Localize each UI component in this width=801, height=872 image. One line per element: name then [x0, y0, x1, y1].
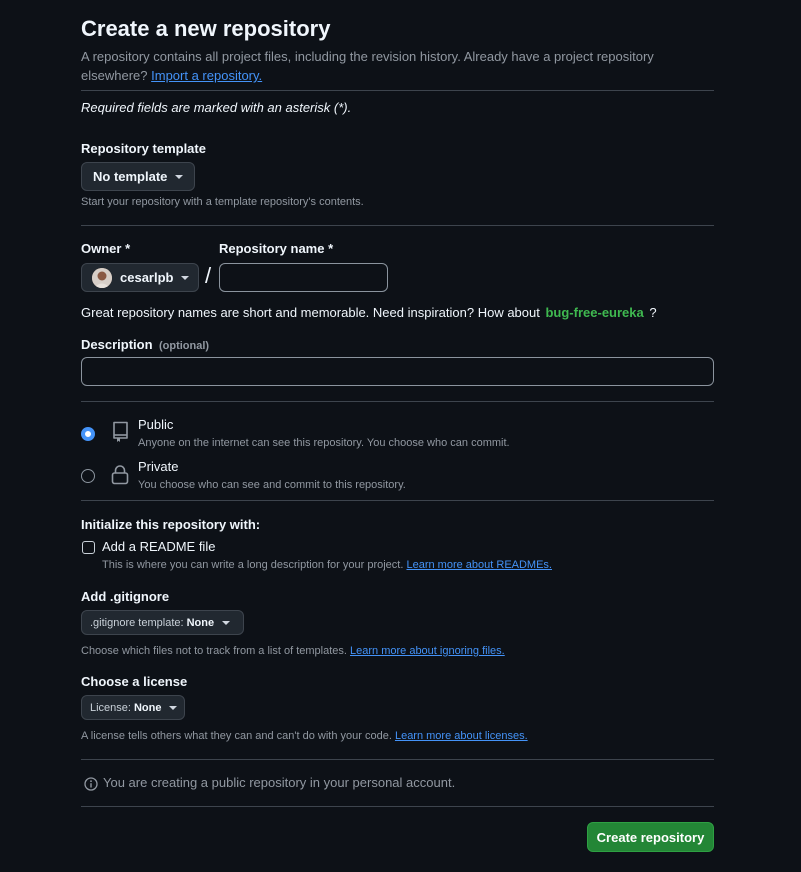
- page-description-line1: A repository contains all project files, including the revision history. Already have a project repository: [81, 49, 654, 64]
- description-label: Description: [81, 337, 153, 352]
- gitignore-dropdown-prefix: .gitignore template:: [90, 616, 184, 629]
- private-title: Private: [138, 459, 179, 474]
- template-dropdown-label: No template: [93, 169, 168, 184]
- owner-dropdown[interactable]: [81, 263, 199, 292]
- page-description-line2: [81, 66, 721, 85]
- owner-label: Owner *: [81, 241, 131, 256]
- avatar: [92, 268, 112, 288]
- template-label: Repository template: [81, 141, 206, 156]
- license-help-row: [81, 730, 528, 742]
- license-dropdown[interactable]: [81, 695, 185, 720]
- public-desc: Anyone on the internet can see this repository. You choose who can commit.: [138, 437, 510, 449]
- private-desc: You choose who can see and commit to this repository.: [138, 479, 406, 491]
- readme-label[interactable]: Add a README file: [102, 539, 216, 554]
- readme-desc-row: [102, 559, 552, 571]
- suggested-name[interactable]: bug-free-eureka: [545, 305, 644, 320]
- suggestion-text: Great repository names are short and memorable. Need inspiration? How about: [81, 305, 540, 320]
- suggestion-suffix: ?: [649, 305, 657, 320]
- gitignore-help-row: [81, 645, 505, 657]
- license-heading: Choose a license: [81, 674, 188, 689]
- divider: [81, 500, 714, 501]
- page-description-prefix: elsewhere?: [81, 68, 148, 83]
- divider: [81, 401, 714, 402]
- name-suggestion: [81, 305, 657, 320]
- divider: [81, 759, 714, 760]
- public-radio[interactable]: [81, 427, 95, 441]
- chevron-down-icon: [181, 276, 189, 280]
- license-help: A license tells others what they can and can't do with your code.: [81, 730, 392, 742]
- optional-badge: (optional): [158, 340, 210, 352]
- gitignore-dropdown[interactable]: [81, 610, 244, 635]
- chevron-down-icon: [175, 175, 183, 179]
- divider: [81, 806, 714, 807]
- avatar-icon: [92, 268, 112, 288]
- learn-licenses-link[interactable]: Learn more about licenses.: [394, 730, 528, 742]
- divider: [81, 225, 714, 226]
- learn-ignoring-link[interactable]: Learn more about ignoring files.: [350, 645, 505, 657]
- owner-name: cesarlpb: [120, 270, 174, 285]
- readme-checkbox[interactable]: [82, 541, 95, 554]
- chevron-down-icon: [169, 706, 177, 710]
- gitignore-dropdown-value: None: [186, 616, 215, 629]
- page-description: [81, 47, 721, 85]
- gitignore-help: Choose which files not to track from a list of templates.: [81, 645, 347, 657]
- license-dropdown-prefix: License:: [90, 701, 131, 714]
- info-icon: [84, 777, 98, 791]
- gitignore-heading: Add .gitignore: [81, 589, 170, 604]
- initialize-heading: Initialize this repository with:: [81, 517, 261, 532]
- public-title: Public: [138, 417, 174, 432]
- learn-readmes-link[interactable]: Learn more about READMEs.: [406, 559, 552, 571]
- template-help: Start your repository with a template repository's contents.: [81, 196, 364, 208]
- lock-icon: [111, 465, 129, 485]
- license-dropdown-value: None: [133, 701, 162, 714]
- private-radio[interactable]: [81, 469, 95, 483]
- repository-name-input[interactable]: [219, 263, 388, 292]
- description-input[interactable]: [81, 357, 714, 386]
- public-notice: You are creating a public repository in your personal account.: [103, 775, 456, 790]
- repo-name-label: Repository name *: [219, 241, 334, 256]
- chevron-down-icon: [222, 621, 230, 625]
- create-repository-button[interactable]: Create repository: [587, 822, 714, 852]
- page-title: Create a new repository: [81, 16, 331, 41]
- divider: [81, 90, 714, 91]
- readme-desc: This is where you can write a long description for your project.: [102, 559, 404, 571]
- import-repository-link[interactable]: Import a repository.: [151, 68, 263, 83]
- template-dropdown[interactable]: [81, 162, 195, 191]
- owner-separator: /: [205, 263, 212, 288]
- repo-icon: [111, 421, 129, 443]
- required-note: Required fields are marked with an asterisk (*).: [81, 100, 352, 115]
- description-label-row: [81, 336, 209, 354]
